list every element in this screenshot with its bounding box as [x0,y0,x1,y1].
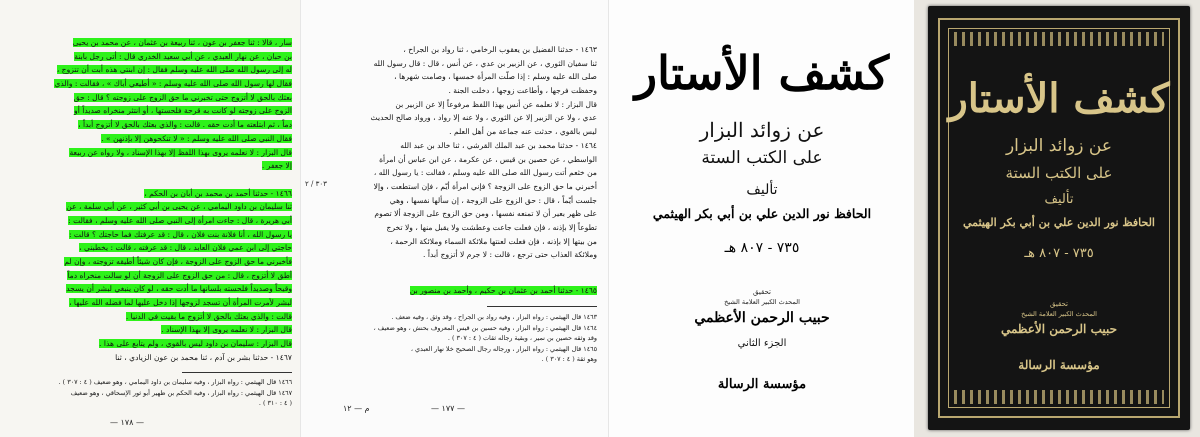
text-line [10,200,292,214]
footnote-line-text: ١٤٦٤ قال الهيثمي : رواه البزار ، وفيه حسين بن قيس المعروف بحنش ، وهو ضعيف ، [373,323,597,332]
text-line [315,235,597,249]
text-line-text: أخبرني ما حق الزوج على الزوجة ؟ فإني امرأة أيّم ، فإن استطعت ، وإلا [373,181,597,191]
footnote-line [315,333,597,344]
text-line-text: فقال لها رسول الله صلى الله عليه وسلم : « أطيعي أباك » ، فقالت : والذي [54,79,292,89]
text-line [10,104,292,118]
text-line-text: فقال النبي صلى الله عليه وسلم : « لا تنكحوهن إلا بإذنهن » . [101,133,292,143]
text-line-text: إلا جعفر . [261,161,292,171]
text-line-text: دماً ، ثم ابتلعته ما أدت حقه . قالت : والذي بعثك بالحق لا أتزوج أبداً ، [78,120,292,130]
text-line-text: يا رسول الله ، أنا فلانة بنت فلان ، قال : قد عرفتك فما حاجتك ؟ قالت : [68,229,292,239]
text-line-text: صلى الله عليه وسلم : إذا صلّت المرأة خمسها ، وصامت شهرها ، [394,72,597,82]
page-number: — ١٧٨ — [110,418,144,427]
cover-author-name: الحافظ نور الدين علي بن أبي بكر الهيثمي [963,216,1155,229]
text-line [10,214,292,228]
cover-title: كشف الأستار [948,75,1170,122]
text-line-text: قال البزار : لا نعلمه يروى إلا بهذا الإسناد . [161,325,292,335]
text-line [315,43,597,57]
bottom-ornament [954,390,1164,404]
text-line-text: أبي هريرة ، قال : جاءت امرأة إلى النبي صلى الله عليه وسلم ، فقالت : [68,215,292,225]
author-dates: ٧٣٥ - ٨٠٧ هـ [724,240,800,256]
top-ornament [954,32,1164,46]
footnote-line [315,323,597,334]
text-line-text: قال البزار : سليمان بن داود ليس بالقوي ، ولم يتابع على هذا . [99,339,292,349]
title-page [608,0,914,437]
text-line [10,241,292,255]
text-line-text: وقيحاً وصديداً فلحسته بلسانها ما أدت حقه ، لو كان ينبغي لبشر أن يسجد [66,284,292,294]
text-line [10,310,292,324]
signature-mark: م — ١٢ [343,404,370,413]
text-line-text: على ظهر بعير أن لا تمنعه نفسها ، ومن حق الزوج على الزوجة ألا تصوم [374,209,597,219]
text-line [315,153,597,167]
text-line [10,91,292,105]
text-line-text: بن حبان ، عن نهار العبدي ، عن أبي سعيد الخدري قال : أتى رجل بابنة [74,51,292,61]
text-line [10,296,292,310]
book-title: كشف الأستار [634,46,890,100]
text-line-text: تطوعاً إلا بإذنه ، فإن فعلت جاعت وعطشت ولا يقبل منها ، ولا تخرج [386,222,597,232]
book-page-177 [300,0,608,437]
side-mark: ٣٠٣ / ٢ [305,180,327,188]
publisher-name: مؤسسة الرسالة [717,377,807,392]
page-177-footnotes [315,312,597,365]
text-line [10,50,292,64]
text-line-text: الواسطي ، عن حصين بن قيس ، عن عكرمة ، عن ابن عباس أن امرأة [379,154,597,164]
page-177-body [315,43,597,262]
volume-label: الجزء الثاني [737,338,787,349]
cover-editor-name: حبيب الرحمن الأعظمي [1000,322,1118,336]
text-line [10,255,292,269]
cover-subtitle-2: على الكتب الستة [1005,164,1113,182]
text-line [10,228,292,242]
highlighted-text: ١٤٦٥ - حدثنا أحمد بن عثمان بن حكيم ، وأحمد بن منصور بن [409,286,597,295]
cover-author-dates: ٧٣٥ - ٨٠٧ هـ [1024,246,1094,261]
footnote-line-text: ١٤٦٣ قال الهيثمي : رواه البزار ، وفيه رواد بن الجراح ، وقد وثق ، وفيه ضعف . [391,313,597,321]
book-cover [928,6,1190,430]
footnote-line [315,312,597,323]
book-subtitle-1: عن زوائد البزار [699,118,825,142]
footnote-line [315,354,597,365]
footnote-line-text: ١٤٦٧ قال الهيثمي : رواه البزار ، وفيه الحكم بن ظهير أبو ثور الإسحاقي ، وهو ضعيف [70,388,292,397]
footnote-line [10,388,292,399]
book-subtitle-2: على الكتب الستة [701,148,823,168]
text-line-text: لبشر لأمرت المرأة أن تسجد لزوجها إذا دخل عليها لما فضله الله عليها ، [69,298,292,308]
text-line [315,84,597,98]
text-line-text: وحفظت فرجها ، وأطاعت زوجها ، دخلت الجنة . [448,86,597,96]
footnote-line-text: وقد وثقه حصين بن نمير ، وبقية رجاله ثقات ( ٤ : ٣٠٧ ) . [447,334,597,342]
text-line-text: ليس بالقوي ، حدثت عنه جماعة من أهل العلم . [449,127,597,137]
text-line-text: عدي ، ولا عن الزبير إلا عن الثوري ، ولا عنه إلا رواد ، ورواد صالح الحديث [370,113,597,123]
text-line-text: ١٤٦٦ - حدثنا أحمد بن محمد بن أبان بن الحكم ، [144,188,292,198]
cover-editor-prefix: المحدث الكبير العلامة الشيخ [1021,310,1097,318]
text-line [315,194,597,208]
text-line-text: وملائكة العذاب حتى ترجع ، قالت : لا جرم لا أتزوج أبداً . [423,250,597,260]
text-line [10,159,292,173]
text-line [10,132,292,146]
author-label: تأليف [746,182,778,198]
text-line [10,36,292,50]
text-line-text: أطق لا أتزوج ، قال : من حق الزوج على الزوجة أن لو سالت منخراه دماً [67,270,292,280]
text-line [315,166,597,180]
text-line-text: حاجتي إلى ابن عمي فلان العابد ، قال : قد عرفته ، قالت : يخطبني ، [79,243,292,253]
book-cover-photo [914,0,1200,437]
footnote-divider [487,306,597,307]
text-line-text: قالت : والذي بعثك بالحق لا أتزوج ما بقيت في الدنيا . [125,311,292,321]
text-line [10,337,292,351]
page-178-body [10,36,292,365]
footnote-line-text: ١٤٦٦ قال الهيثمي : رواه البزار ، وفيه سليمان بن داود اليمامي ، وهو ضعيف ( ٤ : ٣٠٧ ) . [58,378,292,386]
cover-publisher: مؤسسة الرسالة [1018,358,1100,372]
editor-prefix: المحدث الكبير العلامة الشيخ [724,298,800,306]
text-line-text: سار ، قالا : ثنا جعفر بن عون ، ثنا ربيعة بن عثمان ، عن محمد بن يحيى [72,38,292,47]
text-line-text: بعثك بالحق لا أتزوج حتى تخبرني ما حق الزوج على زوجته ؟ قال : حق [73,92,292,102]
text-line-text: ١٤٦٧ - حدثنا بشر بن آدم ، ثنا محمد بن عون الزيادي ، ثنا [115,352,292,362]
page-178-footnotes [10,377,292,409]
text-line [315,111,597,125]
text-line-text: من خثعم أتت رسول الله صلى الله عليه وسلم ، فقالت : يا رسول الله ، [373,168,597,178]
cover-subtitle-1: عن زوائد البزار [1005,136,1113,156]
text-line [10,282,292,296]
text-line-text: جلست أيّماً ، قال : حق الزوج على الزوجة ، إن سألها نفسها ، وهي [389,195,597,205]
text-line [10,187,292,201]
text-line [10,118,292,132]
footnote-line-text: ( ٤ : ٣١٠ ) . [258,399,292,407]
cover-author-label: تأليف [1044,192,1074,207]
book-page-178 [0,0,300,437]
text-line [315,139,597,153]
text-line [10,323,292,337]
page-177-highlight-line [315,284,597,298]
footnote-divider [182,372,292,373]
footnote-line [10,398,292,409]
text-line-text: ثنا سليمان بن داود اليمامي ، عن يحيى بن أبي كثير ، عن أبي سلمة ، عن [66,202,292,212]
editor-label: تحقيق [753,288,771,296]
text-line [315,180,597,194]
text-line [315,248,597,262]
text-line [10,63,292,77]
author-name: الحافظ نور الدين علي بن أبي بكر الهيثمي [652,206,872,221]
text-line [10,351,292,365]
editor-name: حبيب الرحمن الأعظمي [694,310,830,326]
text-line-text: له إلى رسول الله صلى الله عليه وسلم فقال : إن ابنتي هذه أبت أن تتزوج ، [56,65,292,75]
text-line [315,221,597,235]
text-line-text: الزوج على زوجته لو كانت به قرحة فلحستها ، أو انتثر منخراه صديداً أو [74,106,292,116]
page-number: — ١٧٧ — [431,404,465,413]
text-line [10,269,292,283]
text-line-text: فأخبرني ما حق الزوج على الزوجة ، فإن كان شيئاً أطيقه تزوجته ، وإن لم [64,257,292,266]
text-line-text: ١٤٦٤ - حدثنا محمد بن عبد الملك القرشي ، ثنا خالد بن عبد الله [400,140,597,150]
text-line-text: قال البزار : لا نعلمه عن أنس بهذا اللفظ مرفوعاً إلا عن الزبير بن [395,99,597,109]
footnote-line [315,344,597,355]
text-line [10,173,292,187]
text-line [10,146,292,160]
text-line-text: من بيتها إلا بإذنه ، فإن فعلت لعنتها ملائكة السماء وملائكة الرحمة ، [390,236,597,246]
text-line-text: ثنا سفيان الثوري ، عن الزبير بن عدي ، عن أنس ، قال : قال رسول الله [373,58,597,68]
cover-editor-label: تحقيق [1050,300,1068,308]
text-line-text: قال البزار : لا نعلمه يروى بهذا اللفظ إلا بهذا الإسناد ، ولا رواه عن ربيعة [69,147,292,157]
text-line [315,70,597,84]
text-line-text: ١٤٦٣ - حدثنا الفضيل بن يعقوب الرخامي ، ثنا رواد بن الجراح ، [403,45,597,54]
text-line [315,125,597,139]
text-line [315,57,597,71]
text-line [10,77,292,91]
footnote-line-text: ١٤٦٥ قال الهيثمي : رواه البزار ، ورجاله رجال الصحيح خلا نهار العبدي ، [410,344,597,353]
footnote-line [10,377,292,388]
text-line [315,207,597,221]
text-line [315,98,597,112]
footnote-line-text: وهو ثقة ( ٤ : ٣٠٧ ) . [541,355,597,363]
